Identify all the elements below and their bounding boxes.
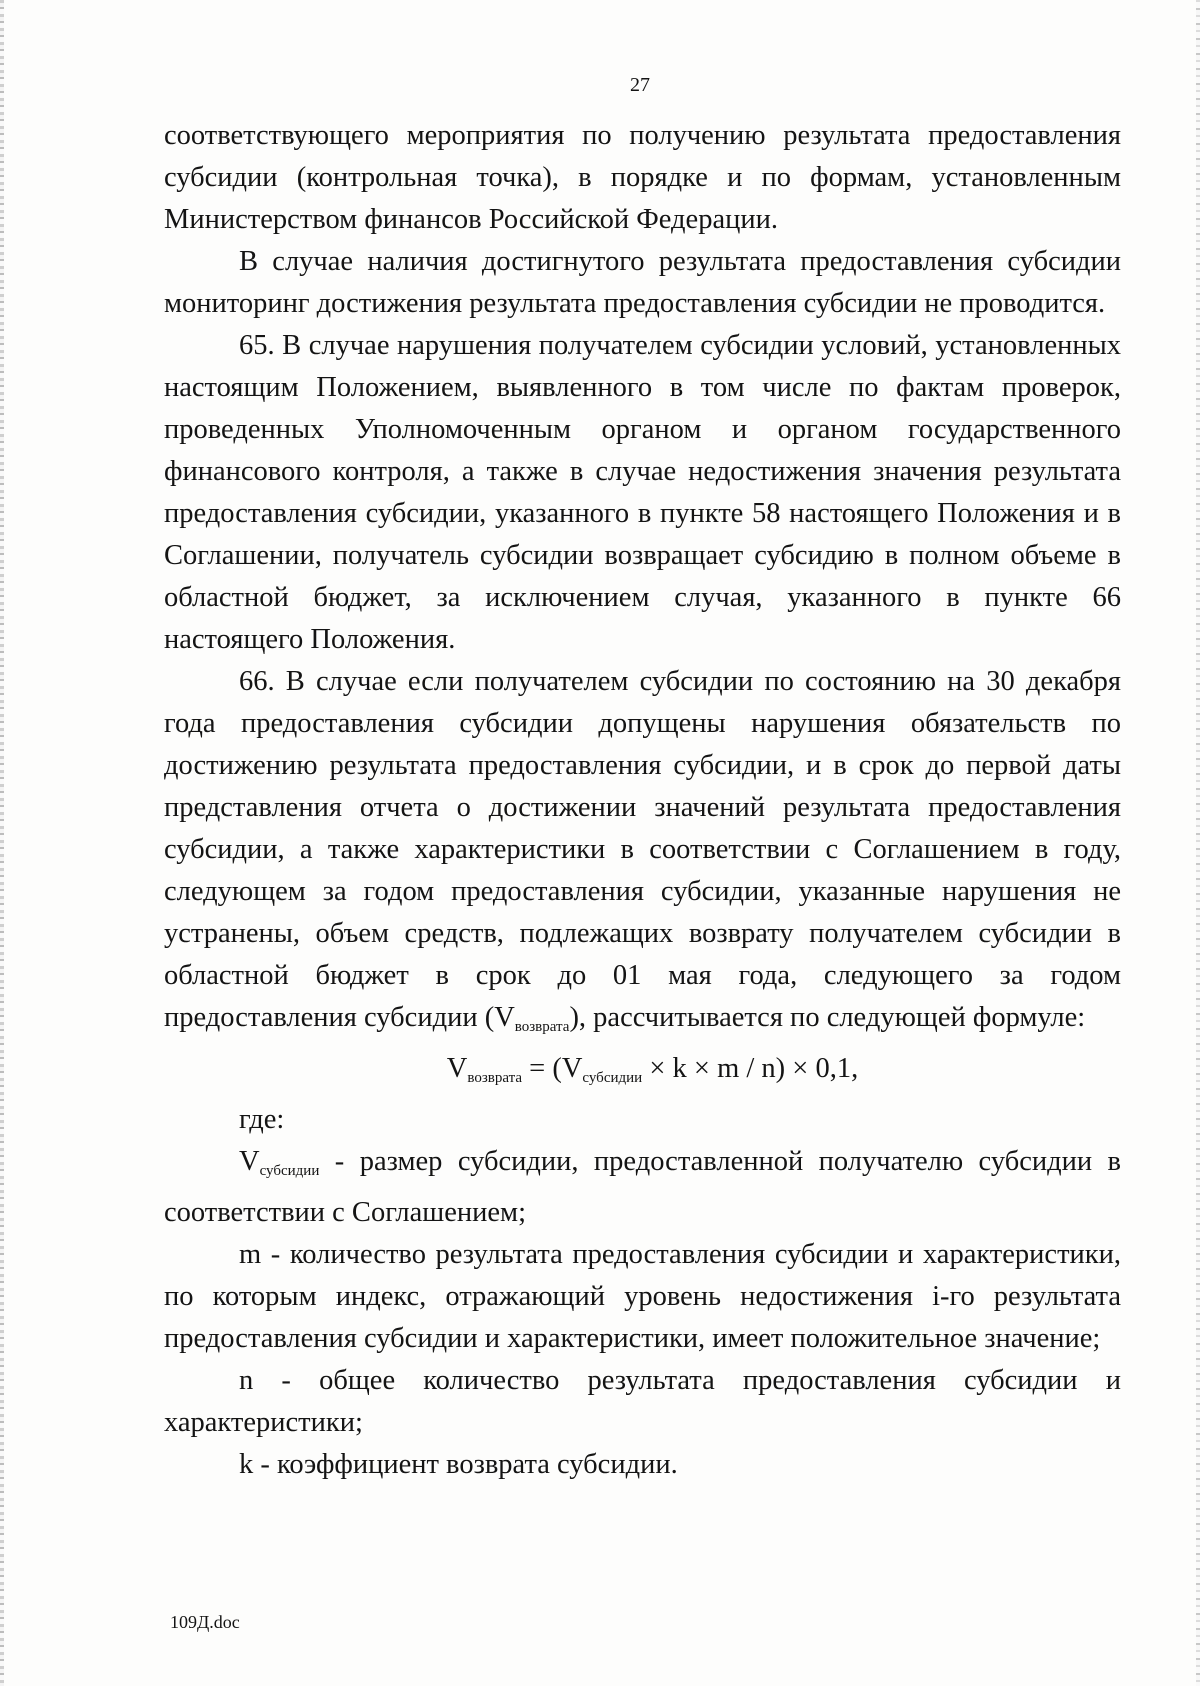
return-formula <box>164 1048 1121 1099</box>
definition-k: k - коэффициент возврата субсидии. <box>239 1449 678 1480</box>
definition-m: m - количество результата предоставления субсидии и характеристики, по которым индекс, отражающий уровень недостижения i-го результата предоставления субсидии и характеристики, имеет положительное значение; <box>164 1239 1121 1354</box>
file-reference: 109Д.doc <box>170 1612 240 1632</box>
definition-v-subscript: субсидии <box>259 1163 320 1179</box>
definition-v-symbol: V <box>239 1146 260 1177</box>
paragraph-66-subscript: возврата <box>514 1019 570 1035</box>
formula-v-subscript: возврата <box>467 1070 523 1086</box>
where-label: где: <box>239 1104 285 1135</box>
definition-n: n - общее количество результата предоставления субсидии и характеристики; <box>164 1365 1121 1438</box>
paragraph-65: 65. В случае нарушения получателем субсидии условий, установленных настоящим Положением, выявленного в том числе по фактам проверок, проведенных Уполномоченным органом и органом государственного финансового контроля, а также в случае недостижения значения результата предоставления субсидии, указанного в пункте 58 настоящего Положения и в Соглашении, получатель субсидии возвращает субсидию в полном объеме в областной бюджет, за исключением случая, указанного в пункте 66 настоящего Положения. <box>164 330 1121 655</box>
formula-subsidy-subscript: субсидии <box>582 1070 643 1086</box>
scan-edge-right <box>1196 0 1200 1686</box>
scan-edge-left <box>0 0 4 1686</box>
formula-rest: × k × m / n) × 0,1, <box>642 1053 859 1084</box>
definition-v-text: - размер субсидии, предоставленной получателю субсидии в соответствии с Соглашением; <box>164 1146 1121 1228</box>
paragraph-monitoring: В случае наличия достигнутого результата предоставления субсидии мониторинг достижения результата предоставления субсидии не проводится. <box>164 246 1121 319</box>
document-body <box>164 115 1121 1486</box>
paragraph-continuation: соответствующего мероприятия по получению результата предоставления субсидии (контрольная точка), в порядке и по формам, установленным Министерством финансов Российской Федерации. <box>164 120 1121 235</box>
formula-v: V <box>446 1053 468 1084</box>
paragraph-66-tail: ), рассчитывается по следующей формуле: <box>569 1002 1086 1033</box>
paragraph-66 <box>164 661 1121 1048</box>
formula-equals: = (V <box>522 1053 583 1084</box>
paragraph-66-text: 66. В случае если получателем субсидии по состоянию на 30 декабря года предоставления субсидии допущены нарушения обязательств по достижению результата предоставления субсидии, и в срок до первой даты представления отчета о достижении значений результата предоставления субсидии, а также характеристики в соответствии с Соглашением в году, следующем за годом предоставления субсидии, указанные нарушения не устранены, объем средств, подлежащих возврату получателем субсидии в областной бюджет в срок до 01 мая года, следующего за годом предоставления субсидии (V <box>164 666 1121 1033</box>
page-number: 27 <box>630 74 650 96</box>
definition-v-subsidy <box>164 1141 1121 1234</box>
